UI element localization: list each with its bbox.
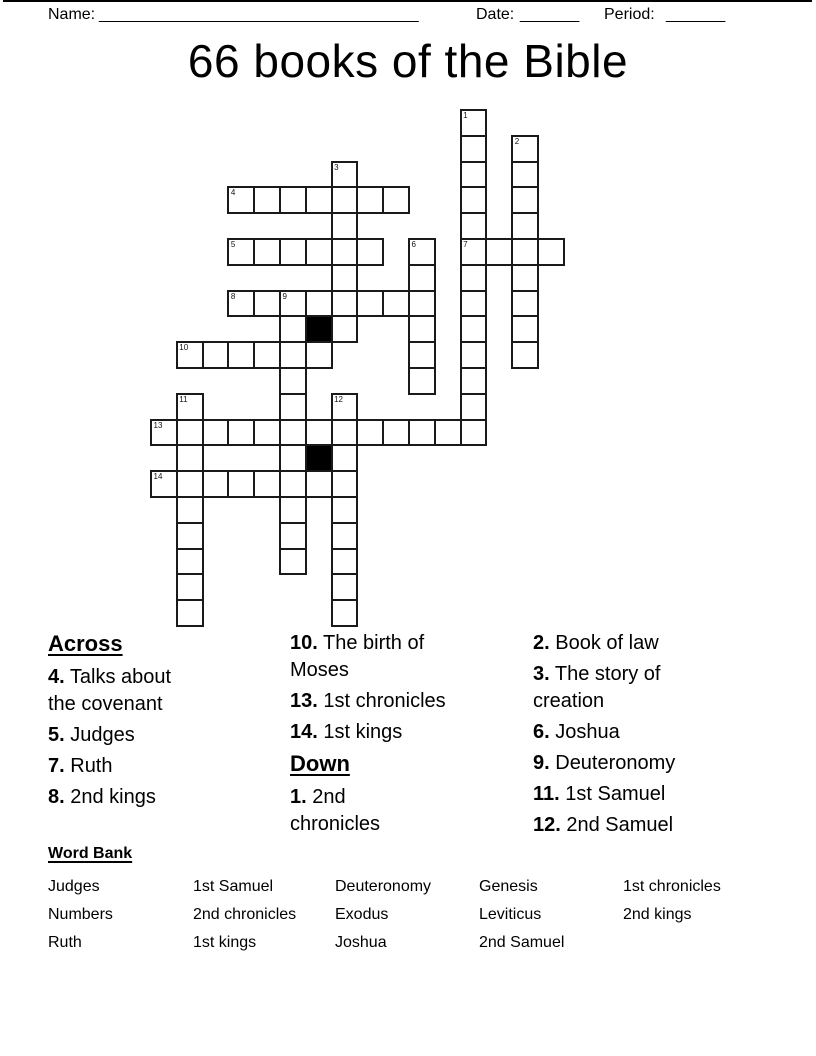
grid-cell[interactable] (511, 135, 539, 163)
grid-cell[interactable] (279, 367, 307, 395)
word-bank-word: Joshua (335, 934, 387, 951)
crossword-grid (150, 109, 570, 629)
word-bank-column (335, 873, 479, 957)
clue-text: 1st chronicles (317, 690, 446, 712)
clue-item (48, 664, 198, 718)
word-bank-column (479, 873, 623, 957)
grid-cell[interactable] (227, 341, 255, 369)
word-bank-word: 1st chronicles (623, 878, 721, 895)
word-bank-word: Ruth (48, 934, 82, 951)
grid-cell[interactable] (305, 186, 333, 214)
grid-cell[interactable] (331, 522, 359, 550)
grid-cell[interactable] (460, 212, 488, 240)
clue-number: 4. (48, 666, 65, 688)
clues-column-1 (48, 630, 198, 815)
word-bank (48, 845, 788, 957)
name-blank-line[interactable]: ______________________________________ (99, 6, 419, 23)
word-bank-word: Numbers (48, 906, 113, 923)
grid-cell[interactable] (460, 264, 488, 292)
grid-cell[interactable] (331, 161, 359, 189)
clue-text: 1st kings (317, 721, 403, 743)
clue-text: The story of creation (533, 663, 661, 712)
grid-cell[interactable] (511, 264, 539, 292)
grid-cell[interactable] (202, 341, 230, 369)
clue-text: The birth of Moses (290, 632, 425, 681)
clue-number: 8. (48, 786, 65, 808)
grid-cell[interactable] (227, 186, 255, 214)
grid-cell[interactable] (331, 315, 359, 343)
clue-number: 3. (533, 663, 550, 685)
grid-cell[interactable] (253, 470, 281, 498)
down-clues-list-2 (533, 630, 731, 839)
word-bank-column (623, 873, 721, 957)
cell-number: 3 (334, 162, 339, 172)
clue-item (533, 750, 731, 777)
clue-item (533, 719, 731, 746)
word-bank-word: Deuteronomy (335, 878, 432, 895)
grid-cell[interactable] (176, 341, 204, 369)
date-label: Date: (476, 6, 515, 23)
grid-cell[interactable] (511, 315, 539, 343)
grid-cell[interactable] (356, 290, 384, 318)
date-blank-line[interactable]: _______ (520, 6, 579, 23)
grid-cell[interactable] (279, 522, 307, 550)
clue-text: Ruth (64, 755, 113, 777)
clue-number: 6. (533, 721, 550, 743)
grid-cell[interactable] (460, 238, 488, 266)
grid-cell[interactable] (511, 161, 539, 189)
grid-cell[interactable] (305, 419, 333, 447)
grid-cell[interactable] (408, 367, 436, 395)
grid-cell[interactable] (176, 496, 204, 524)
grid-cell[interactable] (408, 238, 436, 266)
clue-text: 2nd chronicles (290, 786, 381, 835)
grid-cell[interactable] (176, 393, 204, 421)
clue-number: 5. (48, 724, 65, 746)
grid-cell[interactable] (537, 238, 565, 266)
grid-cell[interactable] (382, 290, 410, 318)
clue-number: 9. (533, 752, 550, 774)
clues-column-3 (533, 630, 731, 843)
cell-number: 1 (463, 111, 468, 120)
clue-text: 1st Samuel (559, 783, 666, 805)
clue-number: 11. (533, 783, 560, 805)
clue-number: 12. (533, 814, 561, 836)
word-bank-word: Genesis (479, 878, 538, 895)
grid-cell[interactable] (356, 186, 384, 214)
grid-cell[interactable] (408, 419, 436, 447)
grid-cell[interactable] (176, 573, 204, 601)
clue-item (533, 661, 731, 715)
grid-cell[interactable] (331, 393, 359, 421)
clue-number: 14. (290, 721, 318, 743)
worksheet-title: 66 books of the Bible (187, 35, 629, 87)
grid-cell[interactable] (331, 496, 359, 524)
clue-text: Judges (64, 724, 135, 746)
grid-cell[interactable] (150, 419, 178, 447)
clue-text: Joshua (549, 721, 620, 743)
cell-number: 7 (463, 240, 468, 249)
grid-cell[interactable] (176, 419, 204, 447)
grid-cell[interactable] (331, 264, 359, 292)
grid-cell[interactable] (150, 470, 178, 498)
grid-cell[interactable] (279, 238, 307, 266)
word-bank-word: Exodus (335, 906, 389, 923)
grid-cell[interactable] (331, 444, 359, 472)
word-bank-word: Judges (48, 878, 100, 895)
grid-cell[interactable] (227, 238, 255, 266)
grid-cell[interactable] (279, 419, 307, 447)
word-bank-word: 2nd Samuel (479, 934, 565, 951)
clue-text: 2nd kings (64, 786, 156, 808)
grid-cell[interactable] (305, 290, 333, 318)
cell-number: 12 (334, 394, 343, 404)
down-heading: Down (290, 751, 350, 776)
grid-cell[interactable] (279, 444, 307, 472)
grid-cell[interactable] (511, 290, 539, 318)
across-clues-list-1 (48, 664, 198, 811)
cell-number: 14 (153, 472, 163, 482)
grid-cell[interactable] (511, 341, 539, 369)
grid-cell[interactable] (176, 548, 204, 576)
grid-cell[interactable] (279, 290, 307, 318)
clue-number: 13. (290, 690, 318, 712)
grid-cell[interactable] (408, 315, 436, 343)
word-bank-word: Leviticus (479, 906, 542, 923)
page-top-rule (3, 0, 812, 2)
cell-number: 6 (411, 240, 416, 249)
grid-cell[interactable] (460, 135, 488, 163)
grid-cell[interactable] (408, 290, 436, 318)
grid-cell[interactable] (253, 238, 281, 266)
grid-cell[interactable] (279, 470, 307, 498)
grid-cell[interactable] (511, 186, 539, 214)
grid-cell[interactable] (460, 109, 488, 137)
grid-cell[interactable] (227, 290, 255, 318)
grid-cell[interactable] (356, 238, 384, 266)
cell-number: 11 (179, 394, 188, 404)
clue-text: Book of law (549, 632, 659, 654)
clue-number: 2. (533, 632, 550, 654)
grid-cell[interactable] (382, 186, 410, 214)
clue-text: Deuteronomy (549, 752, 676, 774)
blocked-cell (305, 444, 333, 472)
grid-cell[interactable] (279, 341, 307, 369)
grid-cell[interactable] (331, 212, 359, 240)
cell-number: 13 (153, 420, 163, 430)
grid-cell[interactable] (434, 419, 462, 447)
clue-item (48, 784, 198, 811)
grid-cell[interactable] (460, 186, 488, 214)
down-clues-list-1 (290, 784, 420, 838)
word-bank-word: 1st kings (193, 934, 257, 951)
word-bank-word: 2nd chronicles (193, 906, 297, 923)
grid-cell[interactable] (176, 444, 204, 472)
grid-cell[interactable] (202, 419, 230, 447)
grid-cell[interactable] (382, 419, 410, 447)
grid-cell[interactable] (460, 341, 488, 369)
cell-number: 2 (514, 136, 520, 146)
cell-number: 4 (230, 188, 236, 198)
grid-cell[interactable] (331, 238, 359, 266)
period-label: Period: (604, 6, 655, 23)
cell-number: 8 (230, 291, 236, 301)
period-blank-line[interactable]: _______ (666, 6, 725, 23)
grid-cell[interactable] (485, 238, 513, 266)
grid-cell[interactable] (305, 238, 333, 266)
grid-cell[interactable] (279, 315, 307, 343)
cell-number: 5 (230, 240, 236, 249)
clue-item (533, 781, 731, 808)
grid-cell[interactable] (331, 470, 359, 498)
grid-cell[interactable] (331, 290, 359, 318)
clue-number: 7. (48, 755, 65, 777)
grid-cell[interactable] (176, 470, 204, 498)
grid-cell[interactable] (202, 470, 230, 498)
across-heading: Across (48, 631, 123, 656)
grid-cell[interactable] (460, 367, 488, 395)
clue-text: Talks about the covenant (48, 666, 172, 715)
clue-item (290, 688, 470, 715)
cell-number: 10 (179, 343, 189, 353)
word-bank-word: 2nd kings (623, 906, 692, 923)
grid-cell[interactable] (356, 419, 384, 447)
grid-cell[interactable] (279, 548, 307, 576)
word-bank-heading: Word Bank (48, 845, 133, 862)
clues-column-2 (290, 630, 470, 842)
grid-cell[interactable] (331, 599, 359, 627)
clue-number: 1. (290, 786, 307, 808)
grid-cell[interactable] (253, 419, 281, 447)
grid-cell[interactable] (176, 599, 204, 627)
clue-item (48, 753, 198, 780)
grid-cell[interactable] (460, 315, 488, 343)
cell-number: 9 (282, 291, 287, 301)
clue-item (290, 784, 420, 838)
clue-number: 10. (290, 632, 318, 654)
grid-cell[interactable] (176, 522, 204, 550)
clue-item (290, 630, 470, 684)
grid-cell[interactable] (305, 470, 333, 498)
across-clues-list-2 (290, 630, 470, 746)
clue-item (48, 722, 198, 749)
clue-text: 2nd Samuel (560, 814, 674, 836)
name-label: Name: (48, 6, 96, 23)
grid-cell[interactable] (511, 212, 539, 240)
word-bank-columns (48, 873, 788, 957)
word-bank-column (48, 873, 193, 957)
grid-cell[interactable] (460, 393, 488, 421)
grid-cell[interactable] (408, 341, 436, 369)
word-bank-word: 1st Samuel (193, 878, 274, 895)
blocked-cell (305, 315, 333, 343)
grid-cell[interactable] (279, 393, 307, 421)
grid-cell[interactable] (460, 161, 488, 189)
grid-cell[interactable] (279, 496, 307, 524)
clue-item (533, 630, 731, 657)
grid-cell[interactable] (253, 186, 281, 214)
clue-item (290, 719, 470, 746)
grid-cell[interactable] (227, 470, 255, 498)
grid-cell[interactable] (253, 341, 281, 369)
grid-cell[interactable] (331, 573, 359, 601)
grid-cell[interactable] (279, 186, 307, 214)
grid-cell[interactable] (331, 548, 359, 576)
grid-cell[interactable] (408, 264, 436, 292)
grid-cell[interactable] (305, 341, 333, 369)
grid-cell[interactable] (227, 419, 255, 447)
clue-item (533, 812, 731, 839)
grid-cell[interactable] (460, 290, 488, 318)
grid-cell[interactable] (460, 419, 488, 447)
grid-cell[interactable] (331, 186, 359, 214)
grid-cell[interactable] (253, 290, 281, 318)
word-bank-column (193, 873, 335, 957)
grid-cell[interactable] (511, 238, 539, 266)
grid-cell[interactable] (331, 419, 359, 447)
